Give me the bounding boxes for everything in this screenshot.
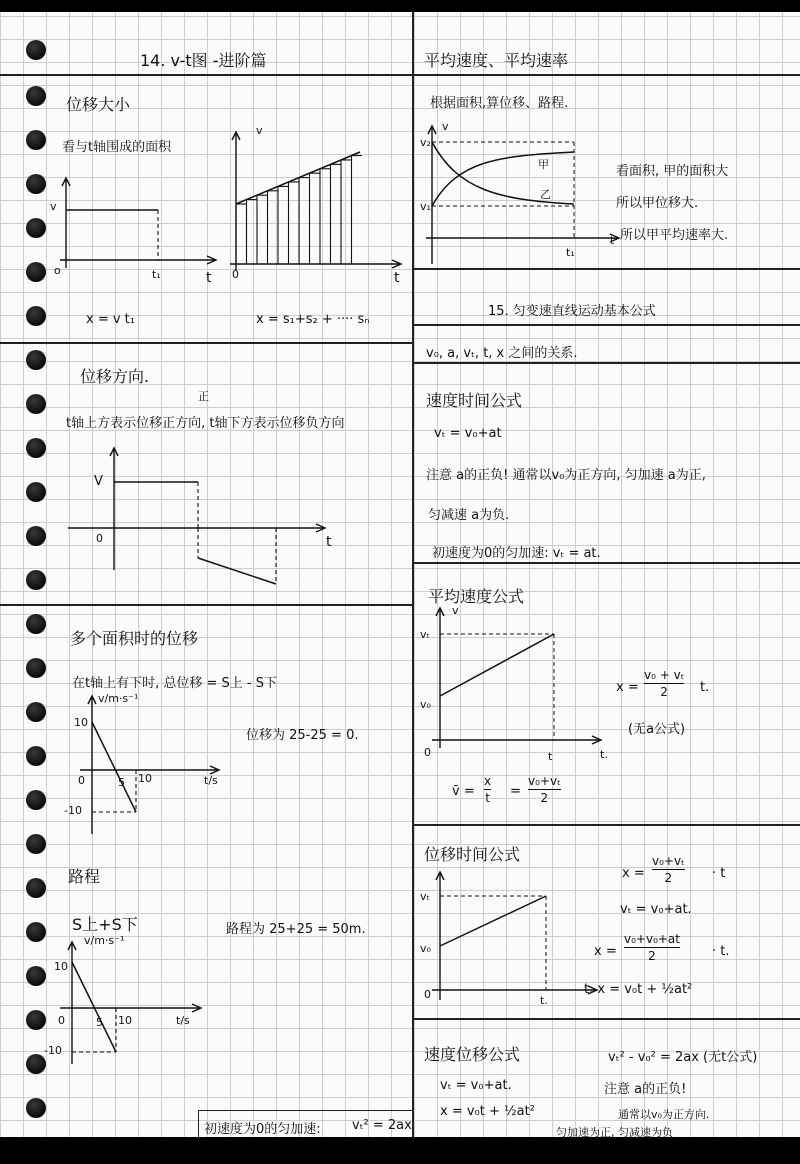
xt-f3-right: · t. [712,944,730,959]
binding-hole [26,570,46,590]
avg-v-eq: = [510,784,521,799]
velocity-displacement-heading: 速度位移公式 [424,1045,521,1064]
graph3-origin: 0 [96,532,103,545]
binding-hole [26,746,46,766]
remark-2: 所以甲位移大. [616,196,699,211]
section-rule [0,604,412,606]
section-heading-displacement-direction: 位移方向. [80,367,150,386]
graph5-x10: 10 [118,1014,132,1027]
graph3-v-label: V [94,474,103,489]
avg-formula-denominator: 2 [660,685,668,699]
graph-rectangles-area [228,124,408,284]
binding-hole [26,130,46,150]
graph-positive-negative-displacement [64,440,344,600]
xt-f3-den: 2 [648,949,656,963]
graph7-t2: t. [600,748,608,761]
binding-hole [26,790,46,810]
distance-result: 路程为 25+25 = 50m. [226,922,366,937]
velocity-time-note-1: 注意 a的正负! 通常以v₀为正方向, 匀加速 a为正, [426,468,706,483]
distance-sum: S上+S下 [72,915,138,934]
avg-no-a: (无a公式) [628,722,686,737]
section-rule [0,342,412,344]
avg-v-num1: x [484,774,492,788]
avg-formula-numerator: v₀ + vₜ [644,668,685,682]
graph6-jia: 甲 [538,158,549,171]
xt-f1-fraction [652,854,685,885]
binding-hole [26,1010,46,1030]
avg-v-fraction-1 [484,774,491,805]
graph3-t-label: t [326,534,332,550]
graph7-v0: v₀ [420,698,431,711]
binding-hole [26,86,46,106]
xt-f4: t. x = v₀t + ½at² [584,982,693,997]
page-title: 14. v-t图 -进阶篇 [140,51,267,70]
vx-note-1: 注意 a的正负! [604,1082,687,1097]
graph4-x10: 10 [138,772,152,785]
avg-formula-fraction [644,668,684,699]
binding-hole [26,922,46,942]
xt-f3-num: v₀+v₀+at [624,932,680,946]
binding-hole [26,350,46,370]
graph4-y-axis-label: v/m·s⁻¹ [98,692,139,705]
xt-f3-left: x = [594,944,617,959]
title-rule-left [0,74,412,76]
right-title: 平均速度、平均速率 [424,51,569,70]
graph8-t: t. [540,994,548,1007]
graph6-t: t [610,234,615,247]
section-rule [412,324,800,326]
vx-f2: x = v₀t + ½at² [440,1104,535,1119]
graph5-y10: 10 [54,960,68,973]
binding-hole [26,966,46,986]
direction-note: t轴上方表示位移正方向, t轴下方表示位移负方向 [66,416,345,431]
graph2-v-label: v [256,124,263,137]
binding-hole [26,482,46,502]
graph1-t1-label: t₁ [152,268,161,281]
graph-displacement-time [420,868,610,1008]
area-note: 看与t轴围成的面积 [62,140,172,155]
avg-v-den2: 2 [540,791,549,805]
binding-hole [26,658,46,678]
binding-hole [26,174,46,194]
graph7-t: t [548,750,553,763]
velocity-time-formula: vₜ = v₀+at [434,426,502,441]
fraction-bar [652,869,685,870]
graph7-vt: vₜ [420,628,430,641]
binding-hole [26,306,46,326]
total-displacement-note: 在t轴上有下时, 总位移 = S上 - S下 [72,676,277,691]
vx-note-2: 通常以v₀为正方向. [618,1108,710,1121]
graph-multi-area-displacement [70,688,250,838]
graph2-t-label: t [394,270,400,286]
avg-v-den1: t [485,791,490,805]
graph6-v2: v₂ [420,136,431,149]
velocity-time-note-3: 初速度为0的匀加速: vₜ = at. [432,546,601,561]
graph8-origin: 0 [424,988,431,1001]
section-15-relation: v₀, a, vₜ, t, x 之间的关系. [426,346,578,361]
binding-hole [26,262,46,282]
center-divider [412,12,414,1137]
binding-hole [26,702,46,722]
avg-formula-right: t. [700,680,710,695]
section-rule [412,362,800,364]
graph-avg-velocity [420,604,620,754]
avg-v-num2: v₀+vₜ [528,774,561,788]
section-heading-displacement-size: 位移大小 [66,95,131,114]
section-heading-multiple-areas: 多个面积时的位移 [70,629,199,648]
velocity-time-heading: 速度时间公式 [426,391,523,410]
graph5-x-axis-label: t/s [176,1014,190,1027]
formula-x-sum: x = s₁+s₂ + ···· sₙ [256,312,370,327]
graph8-vt: vₜ [420,890,430,903]
displacement-result: 位移为 25-25 = 0. [246,728,359,743]
avg-v-fraction-2 [528,774,561,805]
graph1-origin: o [54,264,61,277]
graph-constant-velocity [50,172,230,282]
graph4-origin: 0 [78,774,85,787]
graph4-yn10: -10 [64,804,82,817]
binding-hole [26,40,46,60]
graph7-origin: 0 [424,746,431,759]
xt-f1-left: x = [622,866,645,881]
graph5-x5: 5 [96,1016,103,1029]
section-15-title: 15. 匀变速直线运动基本公式 [488,304,656,319]
graph5-origin: 0 [58,1014,65,1027]
remark-3: 所以甲平均速率大. [620,228,729,243]
binding-hole [26,878,46,898]
graph6-v1: v₁ [420,200,431,213]
bottom-note: 初速度为0的匀加速: [204,1122,321,1137]
displacement-time-heading: 位移时间公式 [424,845,521,864]
velocity-displacement-formula: vₜ² - v₀² = 2ax (无t公式) [608,1050,758,1065]
graph8-v0: v₀ [420,942,431,955]
section-rule [412,824,800,826]
binding-hole [26,394,46,414]
binding-hole [26,438,46,458]
graph1-v-label: v [50,200,57,213]
graph-distance [50,934,230,1074]
graph4-x5: 5 [118,776,125,789]
fraction-bar [644,683,684,684]
fraction-bar [484,789,491,790]
velocity-time-note-2: 匀减速 a为负. [428,508,510,523]
binding-hole [26,1098,46,1118]
graph1-t-label: t [206,270,212,286]
section-rule [412,1018,800,1020]
formula-x-vt1: x = v t₁ [86,312,135,327]
graph4-y10: 10 [74,716,88,729]
binding-hole [26,526,46,546]
graph7-v-label: v [452,604,459,617]
xt-f1-right: · t [712,866,726,881]
avg-v-left: v̄ = [452,784,475,799]
xt-f3-fraction [624,932,680,963]
graph6-v-label: v [442,120,449,133]
remark-1: 看面积, 甲的面积大 [616,164,729,179]
fraction-bar [528,789,561,790]
graph5-y-axis-label: v/m·s⁻¹ [84,934,125,947]
binding-hole [26,614,46,634]
notebook-page [0,12,800,1137]
right-area-note: 根据面积,算位移、路程. [430,96,569,111]
binding-hole [26,218,46,238]
zheng-annotation: 正 [198,390,209,403]
xt-f1-num: v₀+vₜ [652,854,685,868]
section-rule [412,562,800,564]
graph5-yn10: -10 [44,1044,62,1057]
title-rule-right [412,74,800,76]
binding-hole [26,1054,46,1074]
graph6-yi: 乙 [540,188,551,201]
graph6-t1: t₁ [566,246,575,259]
binding-hole [26,834,46,854]
graph2-origin: 0 [232,268,239,281]
xt-f1-den: 2 [664,871,673,885]
xt-f2: vₜ = v₀+at. [620,902,692,917]
graph4-x-axis-label: t/s [204,774,218,787]
vx-f1: vₜ = v₀+at. [440,1078,512,1093]
section-heading-distance: 路程 [68,867,101,886]
bottom-formula: vₜ² = 2ax [352,1118,412,1133]
vx-note-3: 匀加速为正, 匀减速为负 [556,1126,673,1137]
avg-formula-left: x = [616,680,639,695]
graph-jia-yi [418,120,628,270]
avg-velocity-heading: 平均速度公式 [428,587,525,606]
fraction-bar [624,947,680,948]
